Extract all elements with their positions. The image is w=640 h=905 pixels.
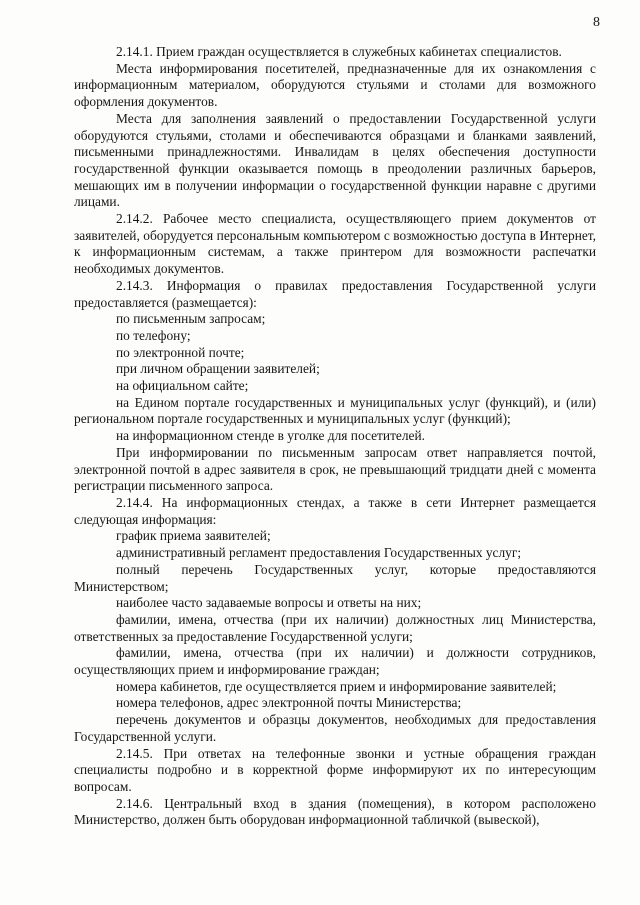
paragraph: Места для заполнения заявлений о предоставлении Государственной услуги оборудуются стульями, столами и обеспечиваются образцами и бланками заявлений, письменными принадлежностями. Инвалидам в целях обеспечения доступности государственной функции оказывается помощь в преодолении различных барьеров, мешающих им в получении информации о государственной функции наравне с другими лицами. [74, 110, 596, 210]
list-item: по телефону; [116, 327, 191, 343]
paragraph: 2.14.6. Центральный вход в здания (помещения), в котором расположено Министерство, должен быть оборудован информационной табличкой (вывеской), [74, 795, 596, 828]
document-body [74, 44, 596, 829]
paragraph: 2.14.3. Информация о правилах предоставления Государственной услуги предоставляется (размещается): [74, 277, 596, 310]
list-item: полный перечень Государственных услуг, которые предоставляются Министерством; [74, 561, 596, 594]
page-number: 8 [593, 15, 600, 30]
list-item: на информационном стенде в уголке для посетителей. [116, 428, 425, 444]
list-item: административный регламент предоставления Государственных услуг; [116, 545, 522, 561]
paragraph: Места информирования посетителей, предназначенные для их ознакомления с информационным материалом, оборудуются стульями и столами для возможного оформления документов. [74, 60, 596, 110]
paragraph: 2.14.5. При ответах на телефонные звонки и устные обращения граждан специалисты подробно и в корректной форме информируют их по интересующим вопросам. [74, 745, 596, 794]
list-item: по письменным запросам; [116, 311, 266, 327]
list-item: номера кабинетов, где осуществляется прием и информирование заявителей; [116, 678, 557, 694]
list-item: фамилии, имена, отчества (при их наличии) и должности сотрудников, осуществляющих прием и информирование граждан; [74, 645, 596, 678]
list-item: фамилии, имена, отчества (при их наличии) должностных лиц Министерства, ответственных за предоставление Государственной услуги; [74, 611, 596, 644]
list-item: график приема заявителей; [116, 528, 271, 544]
list-item: номера телефонов, адрес электронной почты Министерства; [116, 695, 462, 711]
list-item: при личном обращении заявителей; [116, 361, 320, 377]
list-item: на официальном сайте; [116, 378, 249, 394]
paragraph: 2.14.1. Прием граждан осуществляется в служебных кабинетах специалистов. [116, 44, 562, 59]
paragraph: При информировании по письменным запросам ответ направляется почтой, электронной почтой в адрес заявителя в срок, не превышающий тридцати дней с момента регистрации письменного запроса. [74, 444, 596, 494]
list-item: по электронной почте; [116, 344, 245, 360]
paragraph: 2.14.2. Рабочее место специалиста, осуществляющего прием документов от заявителей, оборудуется персональным компьютером с возможностью доступа в Интернет, к информационным системам, а также принтером для возможности распечатки необходимых документов. [74, 211, 596, 277]
list-item: перечень документов и образцы документов, необходимых для предоставления Государственной услуги. [74, 712, 596, 744]
list-item: на Едином портале государственных и муниципальных услуг (функций), и (или) региональном портале государственных и муниципальных услуг (функций); [74, 394, 596, 427]
paragraph: 2.14.4. На информационных стендах, а также в сети Интернет размещается следующая информация: [74, 494, 596, 527]
list-item: наиболее часто задаваемые вопросы и ответы на них; [116, 595, 422, 611]
